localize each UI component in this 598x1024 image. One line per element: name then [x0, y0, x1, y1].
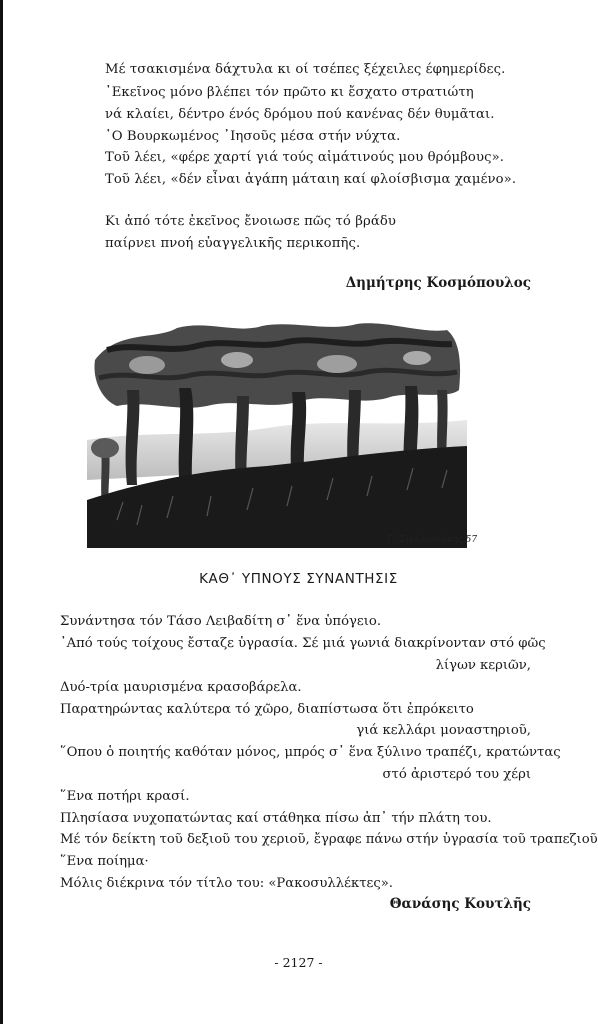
poem2-author: Θανάσης Κουτλῆς — [389, 896, 531, 912]
poem2-line: Μόλις διέκρινα τόν τίτλο του: «Ρακοσυλλέκτες». — [60, 876, 393, 891]
poem1-line: Τοῦ λέει, «δέν εἶναι ἀγάπη μάταιη καί φλοίσβισμα χαμένο». — [105, 172, 517, 187]
poem2-line: στό ἀριστερό του χέρι — [382, 767, 531, 782]
poem1-line: ῾Ο Βουρκωμένος ᾽Ιησοῦς μέσα στήν νύχτα. — [105, 129, 401, 144]
illustration-signature: Γ. Σικελιανάκης 57 — [387, 535, 478, 545]
poem2-line: Πλησίασα νυχοπατώντας καί στάθηκα πίσω ἀπ᾽ τήν πλάτη του. — [60, 811, 492, 826]
poem2-line: λίγων κεριῶν, — [435, 658, 531, 673]
poem1-line: ᾽Εκεῖνος μόνο βλέπει τόν πρῶτο κι ἔσχατο στρατιώτη — [105, 85, 474, 100]
poem1-author: Δημήτρης Κοσμόπουλος — [345, 275, 531, 291]
scan-edge — [0, 0, 3, 1024]
poem2-line: ῞Ενα ποτήρι κρασί. — [60, 789, 190, 804]
poem2-line: ᾽Από τούς τοίχους ἔσταζε ὑγρασία. Σέ μιά γωνιά διακρίνονταν στό φῶς — [60, 636, 546, 651]
page-number: - 2127 - — [274, 955, 323, 970]
olive-trees-illustration — [87, 320, 478, 548]
poem2-line: Συνάντησα τόν Τάσο Λειβαδίτη σ᾽ ἕνα ὑπόγειο. — [60, 614, 382, 629]
poem2-title: ΚΑΘ᾽ ΥΠΝΟΥΣ ΣΥΝΑΝΤΗΣΙΣ — [199, 571, 398, 587]
poem1-line: Μέ τσακισμένα δάχτυλα κι οί τσέπες ξέχειλες έφημερίδες. — [105, 62, 506, 77]
poem2-line: ῞Ενα ποίημα· — [60, 854, 149, 869]
poem2-line: Μέ τόν δείκτη τοῦ δεξιοῦ του χεριοῦ, ἔγραφε πάνω στήν ὑγρασία τοῦ τραπεζιοῦ — [60, 832, 598, 847]
poem2-line: Παρατηρώντας καλύτερα τό χῶρο, διαπίστωσα ὅτι ἐπρόκειτο — [60, 702, 474, 717]
poem2-line: Δυό-τρία μαυρισμένα κρασοβάρελα. — [60, 680, 302, 695]
poem1-line: Τοῦ λέει, «φέρε χαρτί γιά τούς αἱμάτινούς μου θρόμβους». — [105, 150, 505, 165]
poem2-line: γιά κελλάρι μοναστηριοῦ, — [356, 723, 531, 738]
poem2-line: ῞Οπου ὁ ποιητής καθόταν μόνος, μπρός σ᾽ ἕνα ξύλινο τραπέζι, κρατώντας — [60, 745, 561, 760]
poem1-line: νά κλαίει, δέντρο ένός δρόμου πού κανένας δέν θυμᾶται. — [105, 107, 495, 122]
poem1-line: παίρνει πνοή εὐαγγελικῆς περικοπῆς. — [105, 236, 361, 251]
poem1-line: Κι ἀπό τότε ἐκεῖνος ἔνοιωσε πῶς τό βράδυ — [105, 214, 396, 229]
